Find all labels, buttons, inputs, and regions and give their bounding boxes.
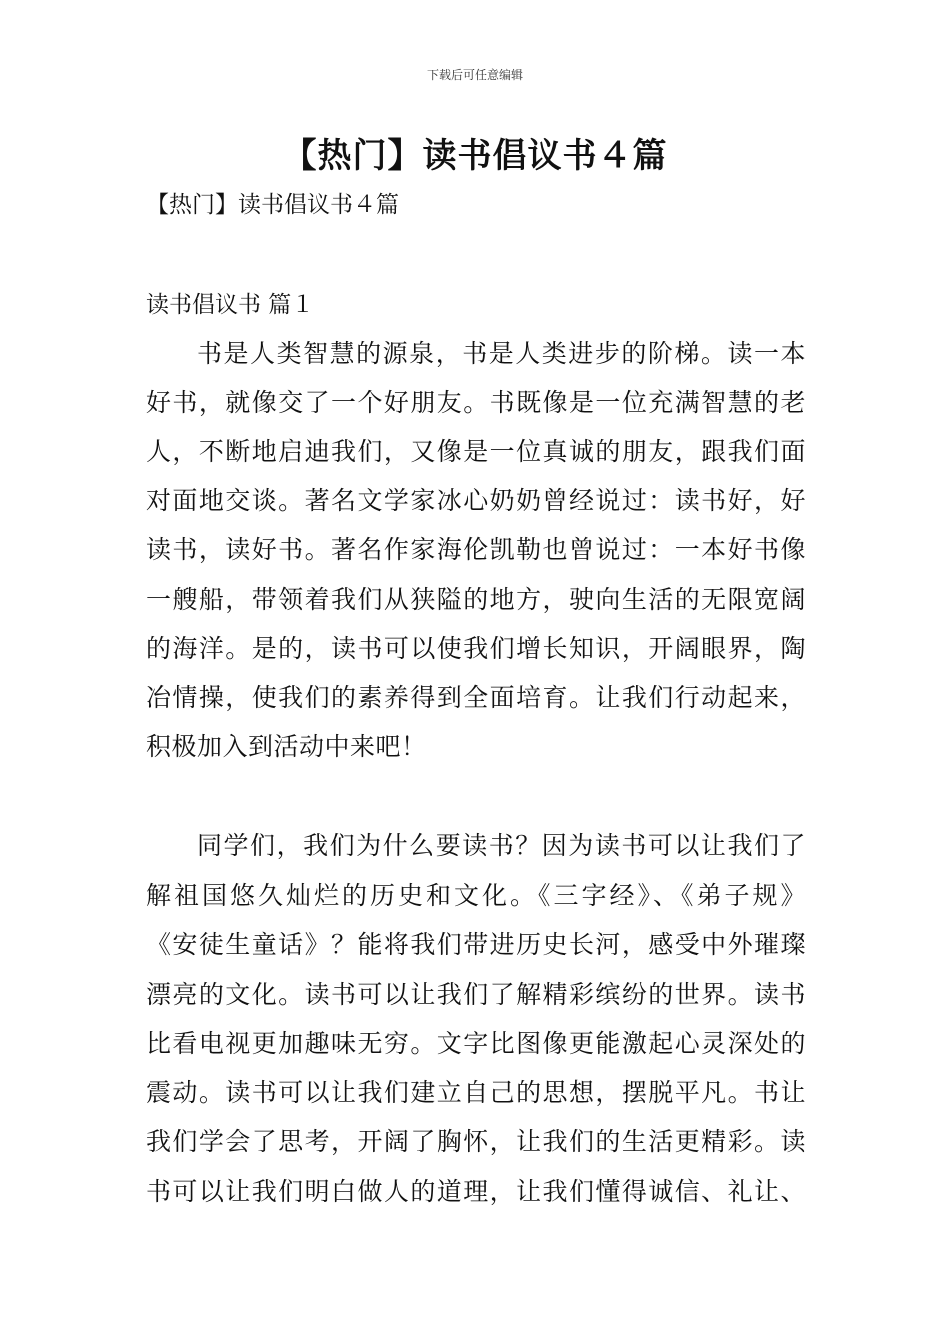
paragraph-line: 漂亮的文化。读书可以让我们了解精彩缤纷的世界。读书 <box>146 980 806 1009</box>
paragraph-line: 读书，读好书。著名作家海伦凯勒也曾说过：一本好书像 <box>146 535 806 564</box>
page-header-note: 下载后可任意编辑 <box>426 68 523 82</box>
paragraph-line: 解祖国悠久灿烂的历史和文化。《三字经》、《弟子规》 <box>146 881 806 910</box>
section-heading: 读书倡议书 篇１ <box>146 292 315 318</box>
document-title: 【热门】读书倡议书４篇 <box>282 136 668 176</box>
paragraph-line: 好书，就像交了一个好朋友。书既像是一位充满智慧的老 <box>146 388 806 417</box>
paragraph-line: 对面地交谈。著名文学家冰心奶奶曾经说过：读书好，好 <box>146 486 806 515</box>
paragraph-line: 人，不断地启迪我们，又像是一位真诚的朋友，跟我们面 <box>146 437 806 466</box>
paragraph-line: 冶情操，使我们的素养得到全面培育。让我们行动起来， <box>146 683 806 712</box>
paragraph-line: 积极加入到活动中来吧！ <box>146 732 427 761</box>
paragraph-line: 的海洋。是的，读书可以使我们增长知识，开阔眼界，陶 <box>146 634 806 663</box>
paragraph-line: 同学们，我们为什么要读书？因为读书可以让我们了 <box>197 831 806 860</box>
paragraph-line: 震动。读书可以让我们建立自己的思想，摆脱平凡。书让 <box>146 1078 806 1107</box>
paragraph-line: 我们学会了思考，开阔了胸怀，让我们的生活更精彩。读 <box>146 1127 806 1156</box>
document-subtitle: 【热门】读书倡议书４篇 <box>146 192 399 218</box>
paragraph-line: 书可以让我们明白做人的道理，让我们懂得诚信、礼让、 <box>146 1177 806 1206</box>
paragraph-line: 一艘船，带领着我们从狭隘的地方，驶向生活的无限宽阔 <box>146 585 806 614</box>
paragraph-line: 《安徒生童话》？能将我们带进历史长河，感受中外璀璨 <box>146 930 806 959</box>
paragraph-line: 比看电视更加趣味无穷。文字比图像更能激起心灵深处的 <box>146 1029 806 1058</box>
paragraph-line: 书是人类智慧的源泉，书是人类进步的阶梯。读一本 <box>197 339 806 368</box>
